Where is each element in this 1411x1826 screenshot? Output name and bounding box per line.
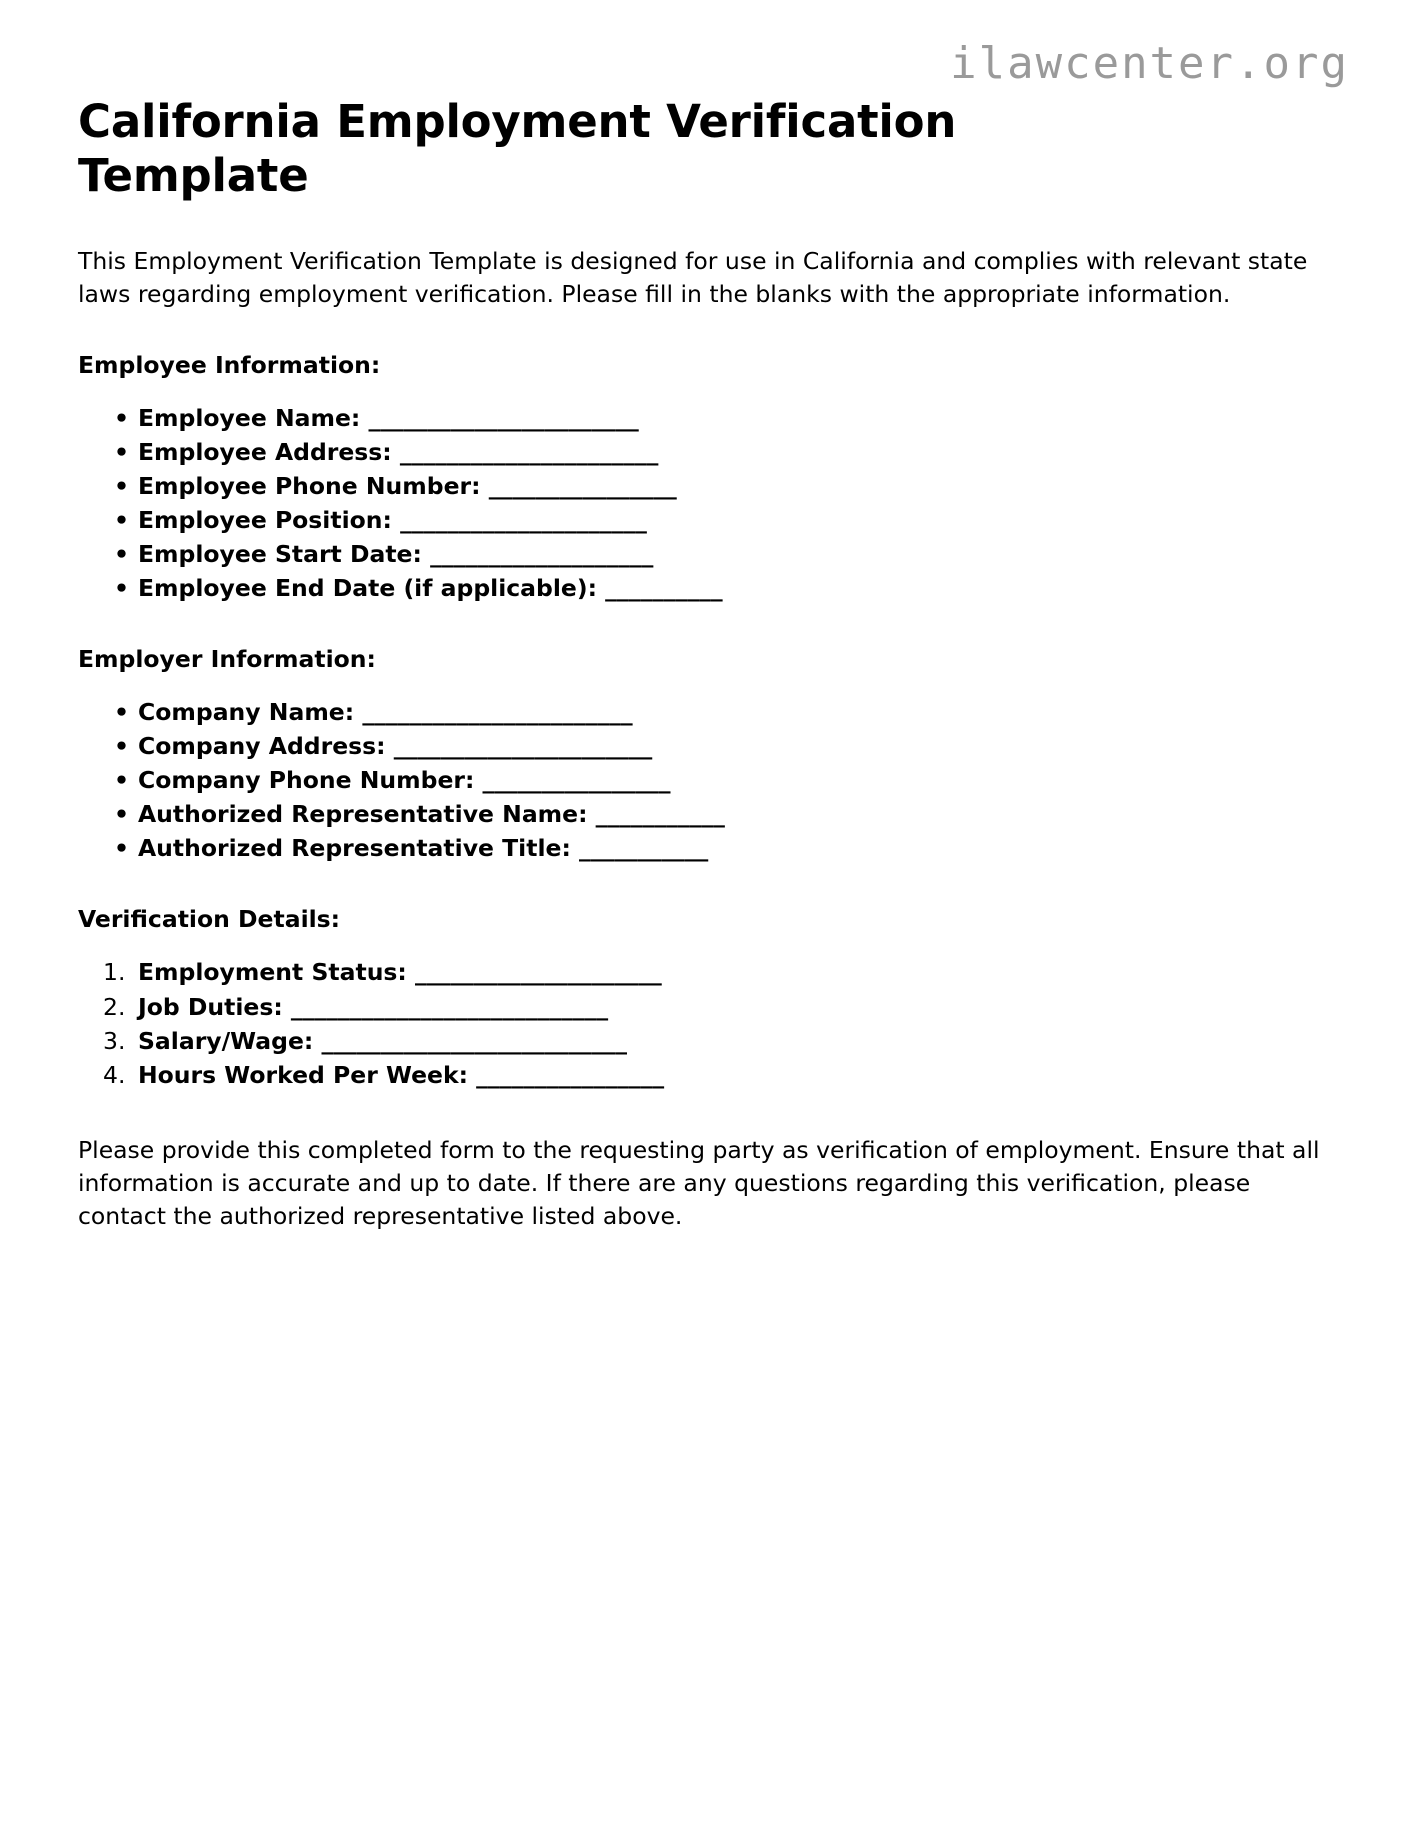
page-title: California Employment Verification Template bbox=[78, 95, 957, 202]
site-watermark: ilawcenter.org bbox=[950, 38, 1349, 89]
closing-paragraph: Please provide this completed form to the requesting party as verification of employment. Ensure that all information is accurate and up to date. If there are any questions regarding this verification, please contact the authorized representative listed above. bbox=[78, 1135, 1320, 1230]
list-item: • Authorized Representative Name: ___________ bbox=[78, 797, 1338, 831]
list-item: Job Duties: ___________________________ bbox=[138, 992, 609, 1021]
list-item: • Employee Start Date: ___________________ bbox=[78, 537, 1338, 571]
list-item: • Authorized Representative Title: ___________ bbox=[78, 831, 1338, 865]
document-content bbox=[78, 95, 1338, 1232]
list-item: • Company Phone Number: ________________ bbox=[78, 763, 1338, 797]
list-item: Hours Worked Per Week: ________________ bbox=[138, 1060, 665, 1089]
section-heading-verification: Verification Details: bbox=[78, 905, 341, 934]
list-item: Employment Status: _____________________ bbox=[138, 958, 662, 987]
intro-paragraph: This Employment Verification Template is designed for use in California and complies with relevant state laws regarding employment verification. Please fill in the blanks with the appropriate information. bbox=[78, 247, 1308, 308]
list-item: • Company Name: _______________________ bbox=[78, 695, 1338, 729]
section-heading-employer: Employer Information: bbox=[78, 645, 376, 674]
employee-field-list bbox=[78, 401, 1338, 605]
employer-field-list bbox=[78, 695, 1338, 865]
list-item: • Employee Address: ______________________ bbox=[78, 435, 1338, 469]
list-item: • Employee Name: _______________________ bbox=[78, 401, 1338, 435]
list-item: • Employee Phone Number: ________________ bbox=[78, 469, 1338, 503]
verification-field-list bbox=[78, 955, 1338, 1091]
list-item: • Company Address: ______________________ bbox=[78, 729, 1338, 763]
list-item: • Employee Position: _____________________ bbox=[78, 503, 1338, 537]
list-item: Salary/Wage: __________________________ bbox=[138, 1026, 627, 1055]
list-item: • Employee End Date (if applicable): __________ bbox=[78, 571, 1338, 605]
section-heading-employee: Employee Information: bbox=[78, 350, 381, 379]
